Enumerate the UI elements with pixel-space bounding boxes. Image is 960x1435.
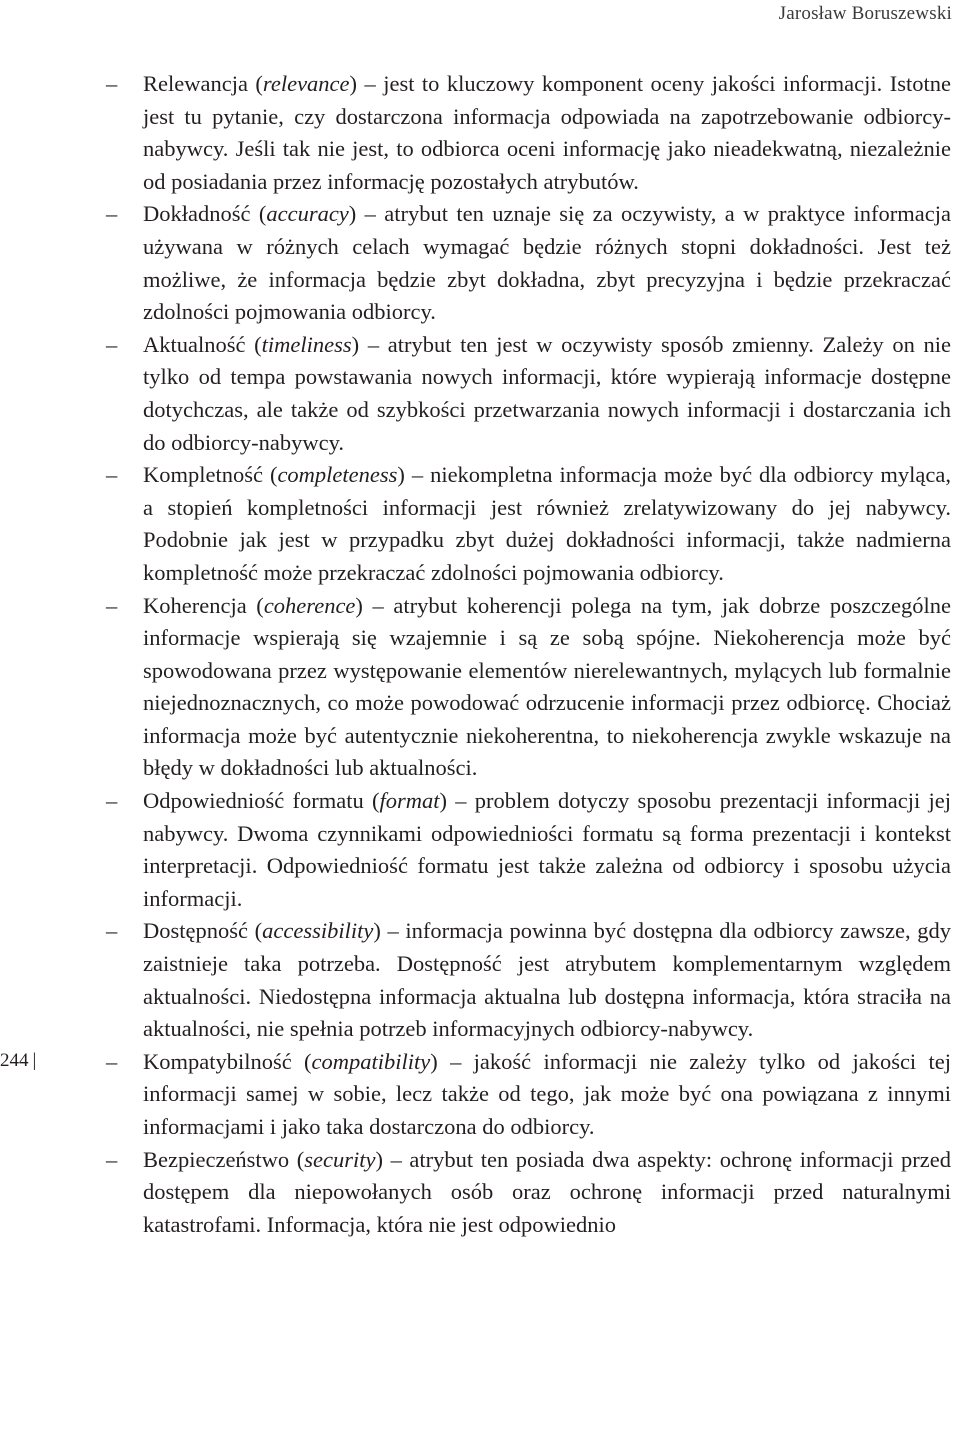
english-term: accuracy [266, 201, 349, 227]
list-item-relevance: – Relewancja (relevance) – jest to kluczowy komponent oceny jakości informacji. Istotne jest tu pytanie, czy dostarczona informacja odpowiada na zapotrzebowanie odbiorcy-nabywcy. Jeśli tak nie jest, to odbiorca oceni informację jako nieadekwatną, niezależnie od posiadania przez informację pozostałych atrybutów. [106, 68, 951, 198]
english-term: compatibility [311, 1048, 431, 1074]
list-dash: – [106, 462, 118, 488]
description: – jest to kluczowy komponent oceny jakości informacji. Istotne jest tu pytanie, czy dostarczona informacja odpowiada na zapotrzebowanie odbiorcy-nabywcy. Jeśli tak nie jest, to odbiorca oceni informację jako nieadekwatną, niezależnie od posiadania przez informację pozostałych atrybutów. [143, 71, 951, 194]
term: Relewancja [143, 71, 248, 96]
list-dash: – [106, 592, 118, 618]
description: – atrybut ten jest w oczywisty sposób zmienny. Zależy on nie tylko od tempa powstawania nowych informacji, które wypierają informacje dostępne dotychczas, ale także od szybkości przetwarzania nowych informacji i dostarczania ich do odbiorcy-nabywcy. [143, 331, 951, 455]
english-term: coherence [263, 592, 356, 618]
list-dash: – [106, 1048, 118, 1074]
list-item-completeness: – Kompletność (completeness) – niekompletna informacja może być dla odbiorcy myląca, a stopień kompletności informacji jest również zrelatywizowany do jej nabywcy. Podobnie jak jest w przypadku zbyt dużej dokładności informacji, także nadmierna kompletność może przekraczać zdolności pojmowania odbiorcy. [106, 459, 951, 589]
description: – problem dotyczy sposobu prezentacji informacji jej nabywcy. Dwoma czynnikami odpowiedniości formatu są forma prezentacji i kontekst interpretacji. Odpowiedniość formatu jest także zależna od odbiorcy i sposobu użycia informacji. [143, 788, 951, 911]
term: Koherencja [143, 592, 247, 618]
list-dash: – [106, 788, 118, 814]
description: – niekompletna informacja może być dla odbiorcy myląca, a stopień kompletności informacji jest również zrelatywizowany do jej nabywcy. Podobnie jak jest w przypadku zbyt dużej dokładności informacji, także nadmierna kompletność może przekraczać zdolności pojmowania odbiorcy. [143, 462, 951, 585]
term: Kompletność [143, 462, 263, 488]
description: – atrybut ten posiada dwa aspekty: ochronę informacji przed dostępem dla niepowołanych osób oraz ochronę informacji przed naturalnymi katastrofami. Informacja, która nie jest odpowiednio [143, 1146, 952, 1237]
description: – jakość informacji nie zależy tylko od jakości tej informacji samej w sobie, lecz także od tego, jak może być ona powiązana z innymi informacjami i jako taka dostarczona do odbiorcy. [143, 1048, 951, 1139]
list-dash: – [106, 918, 118, 944]
list-body [106, 68, 951, 1241]
list-item-coherence: – Koherencja (coherence) – atrybut koherencji polega na tym, jak dobrze poszczególne informacje wspierają się wzajemnie i są ze sobą spójne. Niekoherencja może być spowodowana przez występowanie elementów nierelewantnych, mylących lub formalnie niejednoznacznych, co może powodować odrzucenie informacji przez odbiorcę. Chociaż informacja może być autentycznie niekoherentna, to niekoherencja zwykle wskazuje na błędy w dokładności lub aktualności. [106, 590, 951, 786]
term: Kompatybilność [143, 1048, 292, 1074]
english-term: timeliness [261, 331, 352, 357]
description: – atrybut ten uznaje się za oczywisty, a w praktyce informacja używana w różnych celach wymagać będzie różnych stopni dokładności. Jest też możliwe, że informacja będzie zbyt dokładna, zbyt precyzyjna i będzie przekraczać zdolności pojmowania odbiorcy. [143, 201, 951, 325]
list-item-compatibility: – Kompatybilność (compatibility) – jakość informacji nie zależy tylko od jakości tej informacji samej w sobie, lecz także od tego, jak może być ona powiązana z innymi informacjami i jako taka dostarczona do odbiorcy. [106, 1046, 951, 1144]
list-item-format: – Odpowiedniość formatu (format) – problem dotyczy sposobu prezentacji informacji jej nabywcy. Dwoma czynnikami odpowiedniości formatu są forma prezentacji i kontekst interpretacji. Odpowiedniość formatu jest także zależna od odbiorcy i sposobu użycia informacji. [106, 785, 951, 915]
english-term: accessibility [262, 918, 374, 944]
english-term: format [379, 788, 440, 814]
list-dash: – [106, 1146, 118, 1172]
term: Dostępność [143, 918, 248, 944]
english-term: completeness [277, 462, 398, 488]
term: Aktualność [143, 331, 246, 357]
list-item-security: – Bezpieczeństwo (security) – atrybut ten posiada dwa aspekty: ochronę informacji przed dostępem dla niepowołanych osób oraz ochronę informacji przed naturalnymi katastrofami. Informacja, która nie jest odpowiednio [106, 1144, 951, 1242]
description: – atrybut koherencji polega na tym, jak dobrze poszczególne informacje wspierają się wzajemnie i są ze sobą spójne. Niekoherencja może być spowodowana przez występowanie elementów nierelewantnych, mylących lub formalnie niejednoznacznych, co może powodować odrzucenie informacji przez odbiorcę. Chociaż informacja może być autentycznie niekoherentna, to niekoherencja zwykle wskazuje na błędy w dokładności lub aktualności. [143, 592, 952, 781]
page-number-value: 244 [0, 1050, 29, 1071]
list-dash: – [106, 331, 118, 357]
term: Dokładność [143, 201, 251, 227]
list-item-timeliness: – Aktualność (timeliness) – atrybut ten jest w oczywisty sposób zmienny. Zależy on nie tylko od tempa powstawania nowych informacji, które wypierają informacje dostępne dotychczas, ale także od szybkości przetwarzania nowych informacji i dostarczania ich do odbiorcy-nabywcy. [106, 329, 951, 459]
term: Odpowiedniość formatu [143, 788, 364, 814]
running-header: Jarosław Boruszewski [778, 3, 952, 24]
list-item-accessibility: – Dostępność (accessibility) – informacja powinna być dostępna dla odbiorcy zawsze, gdy zaistnieje taka potrzeba. Dostępność jest atrybutem komplementarnym względem aktualności. Niedostępna informacja aktualna lub dostępna informacja, która straciła na aktualności, nie spełnia potrzeb informacyjnych odbiorcy-nabywcy. [106, 915, 951, 1045]
english-term: relevance [262, 71, 350, 96]
list-item-accuracy: – Dokładność (accuracy) – atrybut ten uznaje się za oczywisty, a w praktyce informacja używana w różnych celach wymagać będzie różnych stopni dokładności. Jest też możliwe, że informacja będzie zbyt dokładna, zbyt precyzyjna i będzie przekraczać zdolności pojmowania odbiorcy. [106, 198, 951, 328]
description: – informacja powinna być dostępna dla odbiorcy zawsze, gdy zaistnieje taka potrzeba. Dostępność jest atrybutem komplementarnym względem aktualności. Niedostępna informacja aktualna lub dostępna informacja, która straciła na aktualności, nie spełnia potrzeb informacyjnych odbiorcy-nabywcy. [143, 918, 952, 1042]
page-number-rule: | [32, 1050, 37, 1071]
list-dash: – [106, 201, 118, 227]
term: Bezpieczeństwo [143, 1146, 290, 1172]
english-term: security [304, 1146, 376, 1172]
list-dash: – [106, 71, 118, 96]
page-number [0, 1050, 36, 1072]
